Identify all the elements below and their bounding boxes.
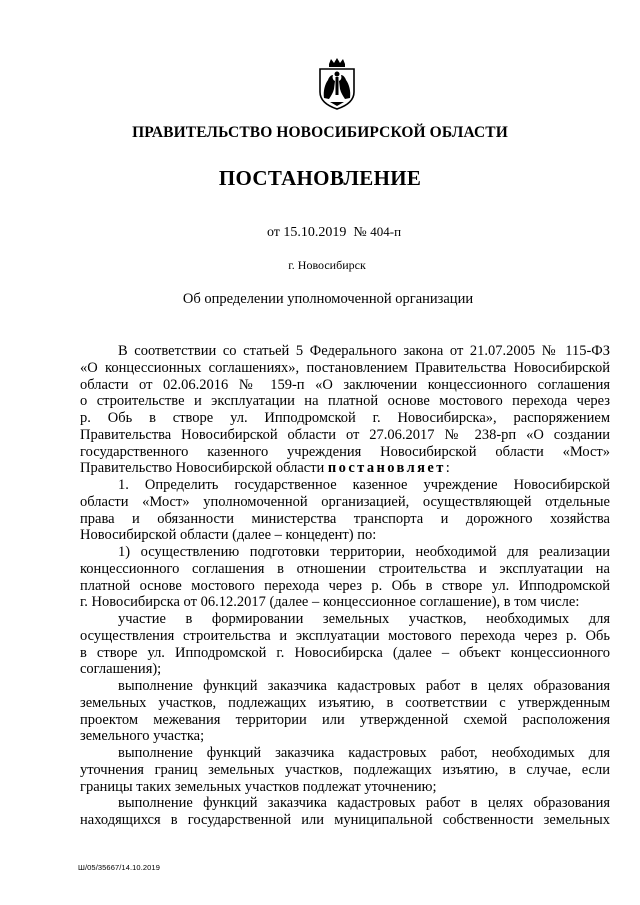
city: г. Новосибирск bbox=[288, 258, 366, 272]
body-line-text: выполнение функций заказчика кадастровых работ в целях образования bbox=[118, 678, 610, 694]
body-line bbox=[80, 728, 610, 745]
body-line bbox=[80, 393, 610, 410]
body-line-text: находящихся в государственной или муниципальной собственности земельных bbox=[80, 812, 610, 828]
document-date: 15.10.2019 bbox=[283, 225, 347, 240]
body-line bbox=[80, 360, 610, 377]
body-line-text: участие в формировании земельных участков, необходимых для bbox=[118, 611, 610, 627]
body-line bbox=[80, 628, 610, 645]
body-line bbox=[80, 695, 610, 712]
number-sign: № bbox=[353, 225, 367, 240]
body-line-text: «О концессионных соглашениях», постановлением Правительства Новосибирской bbox=[80, 359, 610, 376]
body-line-text: земельных участков, подлежащих изъятию, в соответствии с утвержденным bbox=[80, 694, 610, 711]
body-line bbox=[80, 460, 610, 477]
body-line-text: Правительства Новосибирской области от 27.06.2017 № 238-рп «О создании bbox=[80, 426, 610, 443]
body-line-text: выполнение функций заказчика кадастровых работ в целях образования bbox=[118, 795, 610, 812]
body-line-text: 1. Определить государственное казенное учреждение Новосибирской bbox=[118, 477, 610, 493]
resolution-keyword: постановляет bbox=[327, 460, 446, 477]
body-line-text: государственного казенного учреждения Новосибирской области «Мост» bbox=[80, 443, 610, 460]
body-line bbox=[80, 477, 610, 494]
body-line bbox=[80, 594, 610, 611]
date-prefix: от bbox=[266, 225, 280, 240]
body-line bbox=[80, 377, 610, 394]
body-line-text: осуществления строительства и эксплуатации мостового перехода через р. Обь bbox=[80, 627, 610, 644]
document-subject: Об определении уполномоченной организации bbox=[182, 291, 474, 307]
body-line-text: границы таких земельных участков подлежат уточнению; bbox=[80, 778, 437, 795]
body-line bbox=[80, 494, 610, 511]
body-line-text: в створе ул. Ипподромской г. Новосибирска (далее – объект концессионного bbox=[80, 644, 610, 661]
body-text bbox=[80, 343, 610, 829]
body-line bbox=[80, 578, 610, 595]
body-line-tail: : bbox=[445, 460, 450, 477]
body-line-text: области от 02.06.2016 № 159-п «О заключении концессионного соглашения bbox=[80, 376, 610, 393]
body-line bbox=[80, 343, 610, 360]
body-line bbox=[80, 544, 610, 561]
body-line-text: платной основе мостового перехода через р. Обь в створе ул. Ипподромской bbox=[80, 577, 610, 594]
body-line bbox=[80, 611, 610, 628]
body-line bbox=[80, 812, 610, 829]
body-line-text: о строительстве и эксплуатации на платной основе мостового перехода через bbox=[80, 393, 610, 410]
coat-of-arms-icon bbox=[316, 58, 358, 110]
body-line bbox=[80, 712, 610, 729]
body-line-text: проектом межевания территории или утвержденной схемой расположения bbox=[80, 711, 610, 728]
body-line bbox=[80, 561, 610, 578]
government-title: ПРАВИТЕЛЬСТВО НОВОСИБИРСКОЙ ОБЛАСТИ bbox=[132, 124, 508, 141]
body-line bbox=[80, 661, 610, 678]
body-line-text: р. Обь в створе ул. Ипподромской г. Новосибирска», распоряжением bbox=[80, 410, 610, 426]
body-line-text: Новосибирской области (далее – концедент) по: bbox=[80, 527, 377, 544]
body-line-text: уточнения границ земельных участков, подлежащих изъятию, в случае, если bbox=[80, 761, 610, 778]
body-line-text: выполнение функций заказчика кадастровых работ, необходимых для bbox=[118, 745, 610, 761]
document-type: ПОСТАНОВЛЕНИЕ bbox=[218, 166, 422, 190]
document-number: 404-п bbox=[370, 224, 402, 239]
body-line bbox=[80, 678, 610, 695]
body-line-text: земельного участка; bbox=[80, 728, 205, 745]
footer-code: Ш/05/35667/14.10.2019 bbox=[78, 863, 160, 872]
body-line-text: концессионного соглашения в отношении строительства и эксплуатации на bbox=[80, 560, 610, 577]
body-line bbox=[80, 410, 610, 427]
body-line-text: Правительство Новосибирской области bbox=[80, 460, 325, 477]
body-line-text: области «Мост» уполномоченной организацией, осуществляющей отдельные bbox=[80, 493, 610, 510]
body-line-text: В соответствии со статьей 5 Федерального закона от 21.07.2005 № 115-ФЗ bbox=[118, 343, 610, 359]
body-line bbox=[80, 745, 610, 762]
body-line-text: соглашения); bbox=[80, 661, 162, 678]
body-line bbox=[80, 795, 610, 812]
body-line bbox=[80, 511, 610, 528]
body-line bbox=[80, 645, 610, 662]
body-line-text: права и обязанности министерства транспорта и дорожного хозяйства bbox=[80, 510, 610, 527]
body-line bbox=[80, 444, 610, 461]
body-line bbox=[80, 762, 610, 779]
body-line bbox=[80, 427, 610, 444]
date-number-line bbox=[0, 224, 640, 241]
body-line bbox=[80, 779, 610, 796]
body-line-text: 1) осуществлению подготовки территории, необходимой для реализации bbox=[118, 544, 610, 560]
body-line-text: г. Новосибирска от 06.12.2017 (далее – концессионное соглашение), в том числе: bbox=[80, 594, 580, 611]
body-line bbox=[80, 527, 610, 544]
